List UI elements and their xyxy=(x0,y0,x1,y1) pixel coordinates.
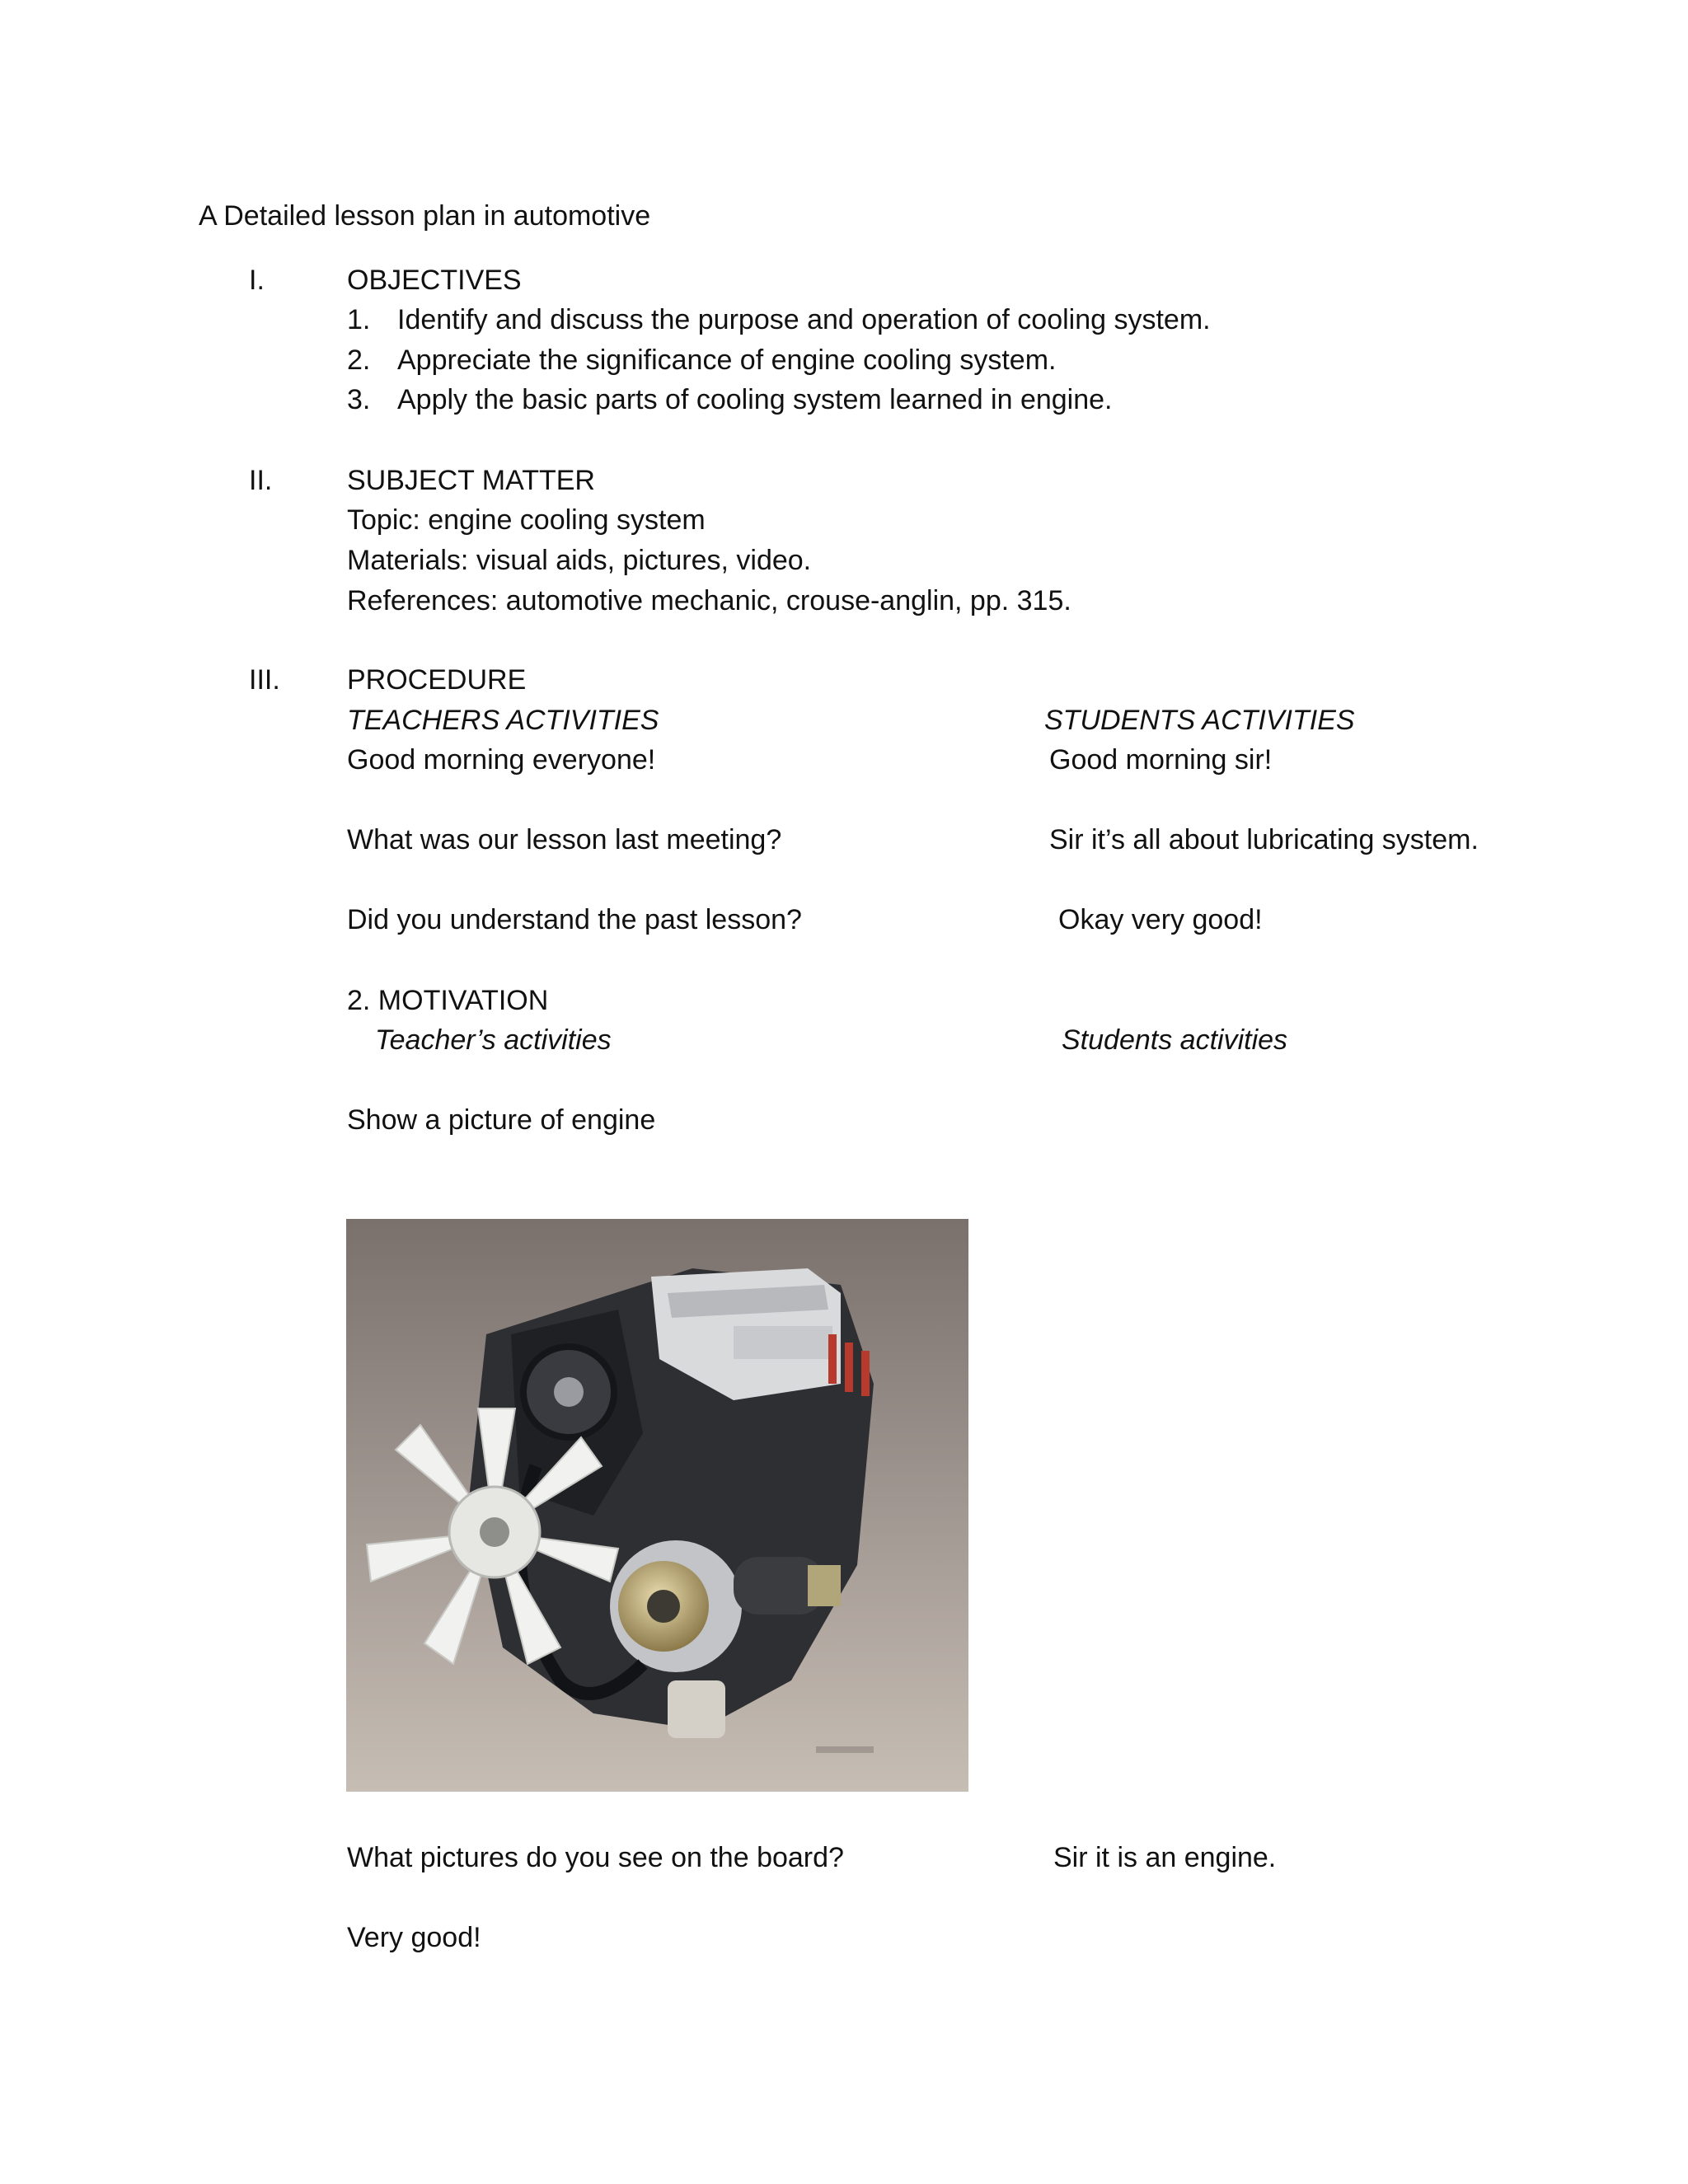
objective-item: Identify and discuss the purpose and operation of cooling system. xyxy=(397,304,1211,335)
section-numeral-objectives: I. xyxy=(249,265,265,296)
motivation-teachers-header: Teacher’s activities xyxy=(375,1024,612,1056)
teacher-activity: What pictures do you see on the board? xyxy=(347,1842,844,1873)
document-title: A Detailed lesson plan in automotive xyxy=(199,200,651,232)
teacher-activity: Very good! xyxy=(347,1922,481,1953)
objective-item: Apply the basic parts of cooling system learned in engine. xyxy=(397,384,1113,415)
subject-topic: Topic: engine cooling system xyxy=(347,504,706,536)
objective-number: 1. xyxy=(347,304,371,335)
students-activities-header: STUDENTS ACTIVITIES xyxy=(1044,705,1355,736)
motivation-heading: 2. MOTIVATION xyxy=(347,985,549,1016)
subject-references: References: automotive mechanic, crouse-anglin, pp. 315. xyxy=(347,585,1071,616)
teacher-activity: Good morning everyone! xyxy=(347,744,656,776)
teacher-activity: What was our lesson last meeting? xyxy=(347,824,782,855)
section-numeral-procedure: III. xyxy=(249,664,280,696)
motivation-students-header: Students activities xyxy=(1062,1024,1288,1056)
objective-number: 2. xyxy=(347,344,371,376)
objective-item: Appreciate the significance of engine cooling system. xyxy=(397,344,1057,376)
engine-photo xyxy=(346,1219,968,1792)
student-activity: Good morning sir! xyxy=(1049,744,1273,776)
objective-number: 3. xyxy=(347,384,371,415)
section-heading-subject-matter: SUBJECT MATTER xyxy=(347,465,595,496)
student-activity: Okay very good! xyxy=(1058,904,1263,935)
motivation-instruction: Show a picture of engine xyxy=(347,1104,656,1136)
subject-materials: Materials: visual aids, pictures, video. xyxy=(347,545,812,576)
student-activity: Sir it is an engine. xyxy=(1053,1842,1277,1873)
teachers-activities-header: TEACHERS ACTIVITIES xyxy=(347,705,659,736)
section-numeral-subject-matter: II. xyxy=(249,465,273,496)
section-heading-objectives: OBJECTIVES xyxy=(347,265,522,296)
student-activity: Sir it’s all about lubricating system. xyxy=(1049,824,1479,855)
teacher-activity: Did you understand the past lesson? xyxy=(347,904,802,935)
section-heading-procedure: PROCEDURE xyxy=(347,664,527,696)
